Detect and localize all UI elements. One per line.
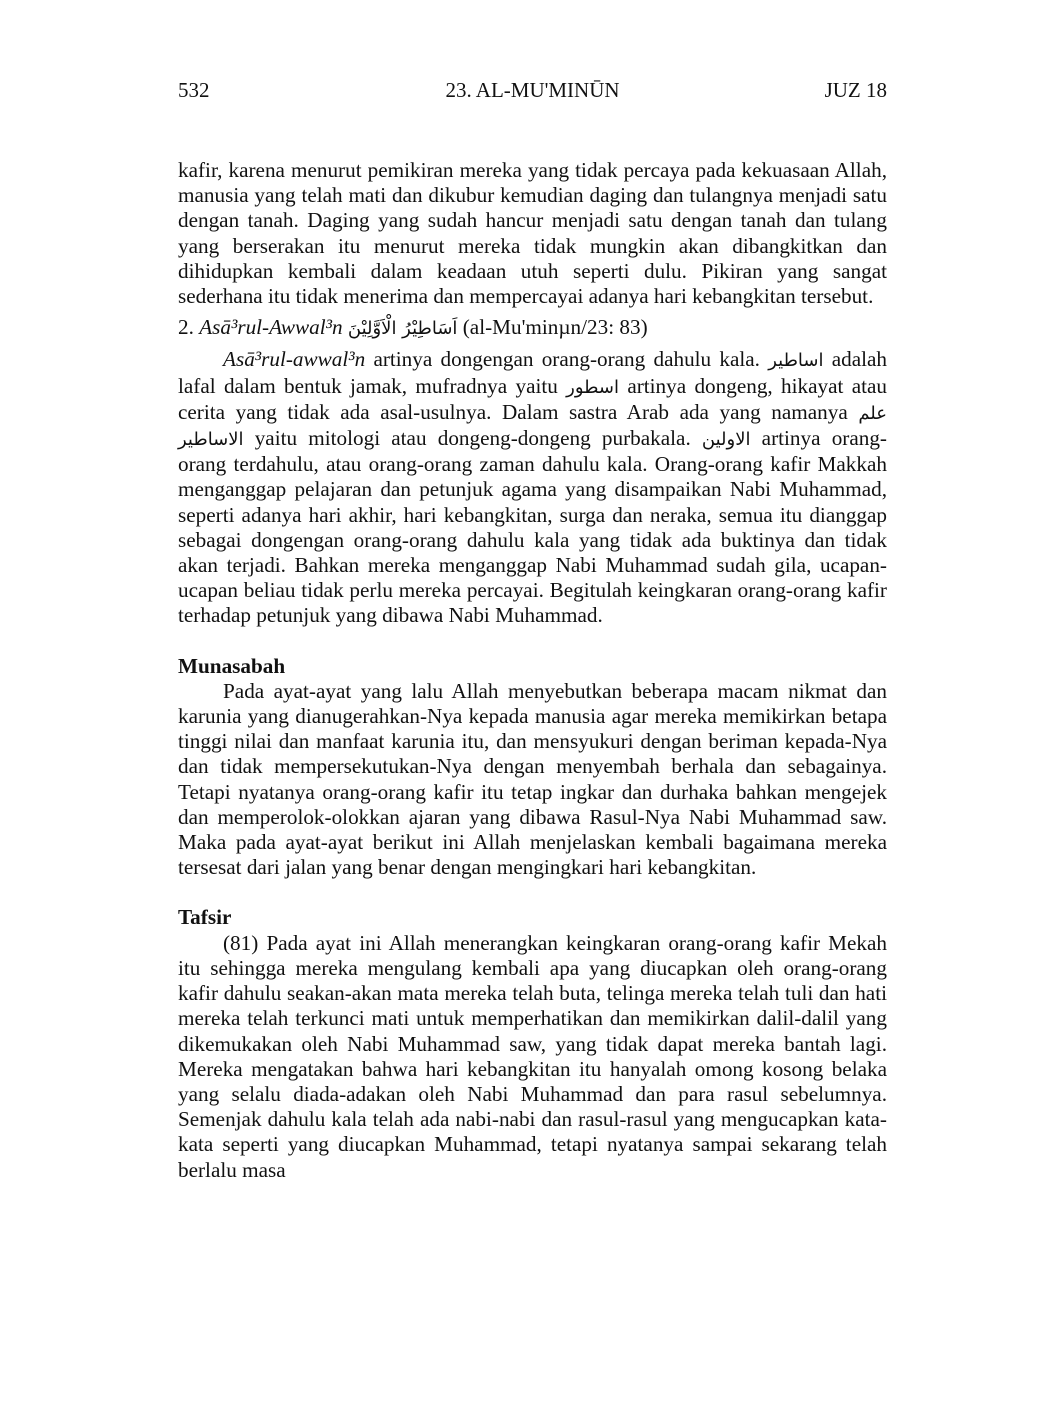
item-2-text-3: artinya dongeng, hikayat atau cerita yang tidak ada asal-usulnya. Dalam sastra Arab ada yang namanya [178, 373, 887, 424]
munasabah-paragraph: Pada ayat-ayat yang lalu Allah menyebutkan beberapa macam nikmat dan karunia yang dianugerahkan-Nya kepada manusia agar mereka memikirkan betapa tinggi nilai dan manfaat karunia itu, dan mensyukuri dengan beriman kepada-Nya dan tidak mempersekutukan-Nya dengan menyembah berhala dan sebagainya. Tetapi nyatanya orang-orang kafir itu tetap ingkar dan durhaka bahkan mengejek dan memperolok-olokkan ajaran yang dibawa Rasul-Nya Nabi Muhammad saw. Maka pada ayat-ayat berikut ini Allah menjelaskan kembali bagaimana mereka tersesat dari jalan yang benar dengan mengingkari hari kebangkitan. [178, 678, 887, 880]
tafsir-heading: Tafsir [178, 905, 232, 930]
item-2-term: Asā³rul-Awwal³n [199, 315, 343, 340]
page-number: 532 [178, 78, 210, 102]
item-2-text-2: adalah lafal dalam bentuk jamak, mufradnya yaitu [178, 347, 887, 398]
item-2-line [178, 315, 887, 341]
item-2-text-5: artinya orang-orang terdahulu, atau orang-orang zaman dahulu kala. Orang-orang kafir Makkah menganggap pelajaran dan petunjuk agama yang disampaikan Nabi Muhammad, seperti adanya hari akhir, hari kebangkitan, surga dan neraka, semua itu dianggap sebagai dongengan orang-orang dahulu kala yang tidak ada buktinya dan tidak akan terjadi. Bahkan mereka menganggap Nabi Muhammad sudah gila, ucapan-ucapan beliau tidak perlu mereka percayai. Begitulah keingkaran orang-orang kafir terhadap petunjuk yang dibawa Nabi Muhammad. [178, 426, 887, 628]
arabic-word-ustur: اسطور [566, 376, 619, 398]
arabic-word-al-awwalin: الاولين [701, 429, 751, 451]
item-2-paragraph [178, 347, 887, 628]
munasabah-heading: Munasabah [178, 653, 286, 678]
item-2-text-1: artinya dongengan orang-orang dahulu kala. [365, 347, 769, 372]
surah-title: 23. AL-MU'MINŪN [445, 78, 620, 102]
item-2-text-4: yaitu mitologi atau dongeng-dongeng purbakala. [243, 426, 702, 451]
intro-paragraph: kafir, karena menurut pemikiran mereka yang tidak percaya pada kekuasaan Allah, manusia yang telah mati dan dikubur kemudian daging dan tulangnya menjadi satu dengan tanah. Daging yang sudah hancur menjadi satu dengan tanah dan tulang yang berserakan itu menurut mereka tidak mungkin akan dibangkitkan dan dihidupkan kembali dalam keadaan utuh seperti dulu. Pikiran yang sangat sederhana itu tidak menerima dan mempercayai adanya hari kebangkitan tersebut. [178, 158, 887, 309]
arabic-word-asatir: اساطير [768, 350, 824, 372]
juz-label: JUZ 18 [824, 78, 887, 102]
item-2-arabic: اَسَاطِيْرُ الْاَوَّلِيْنَ [347, 318, 458, 340]
item-2-term-italic: Asā³rul-awwal³n [223, 347, 366, 372]
item-2-number: 2. [178, 315, 194, 340]
arabic-word-ilm-al-asatir: علم الاساطير [178, 402, 887, 451]
tafsir-paragraph: (81) Pada ayat ini Allah menerangkan keingkaran orang-orang kafir Mekah itu sehingga mereka mengulang kembali apa yang diucapkan oleh orang-orang kafir dahulu seakan-akan mata mereka telah buta, telinga mereka telah tuli dan hati mereka telah terkunci mati untuk memperhatikan dan memikirkan dalil-dalil yang dikemukakan oleh Nabi Muhammad saw, yang tidak dapat mereka bantah lagi. Mereka mengatakan bahwa hari kebangkitan itu hanyalah omong kosong belaka yang selalu diada-adakan oleh Nabi Muhammad dan para rasul sebelumnya. Semenjak dahulu kala telah ada nabi-nabi dan rasul-rasul yang mengucapkan kata-kata seperti yang diucapkan Muhammad, tetapi nyatanya sampai sekarang telah berlalu masa [178, 930, 887, 1182]
running-header [178, 76, 887, 104]
item-2-reference: (al-Mu'minµn/23: 83) [462, 315, 648, 340]
page-body [178, 158, 887, 1183]
